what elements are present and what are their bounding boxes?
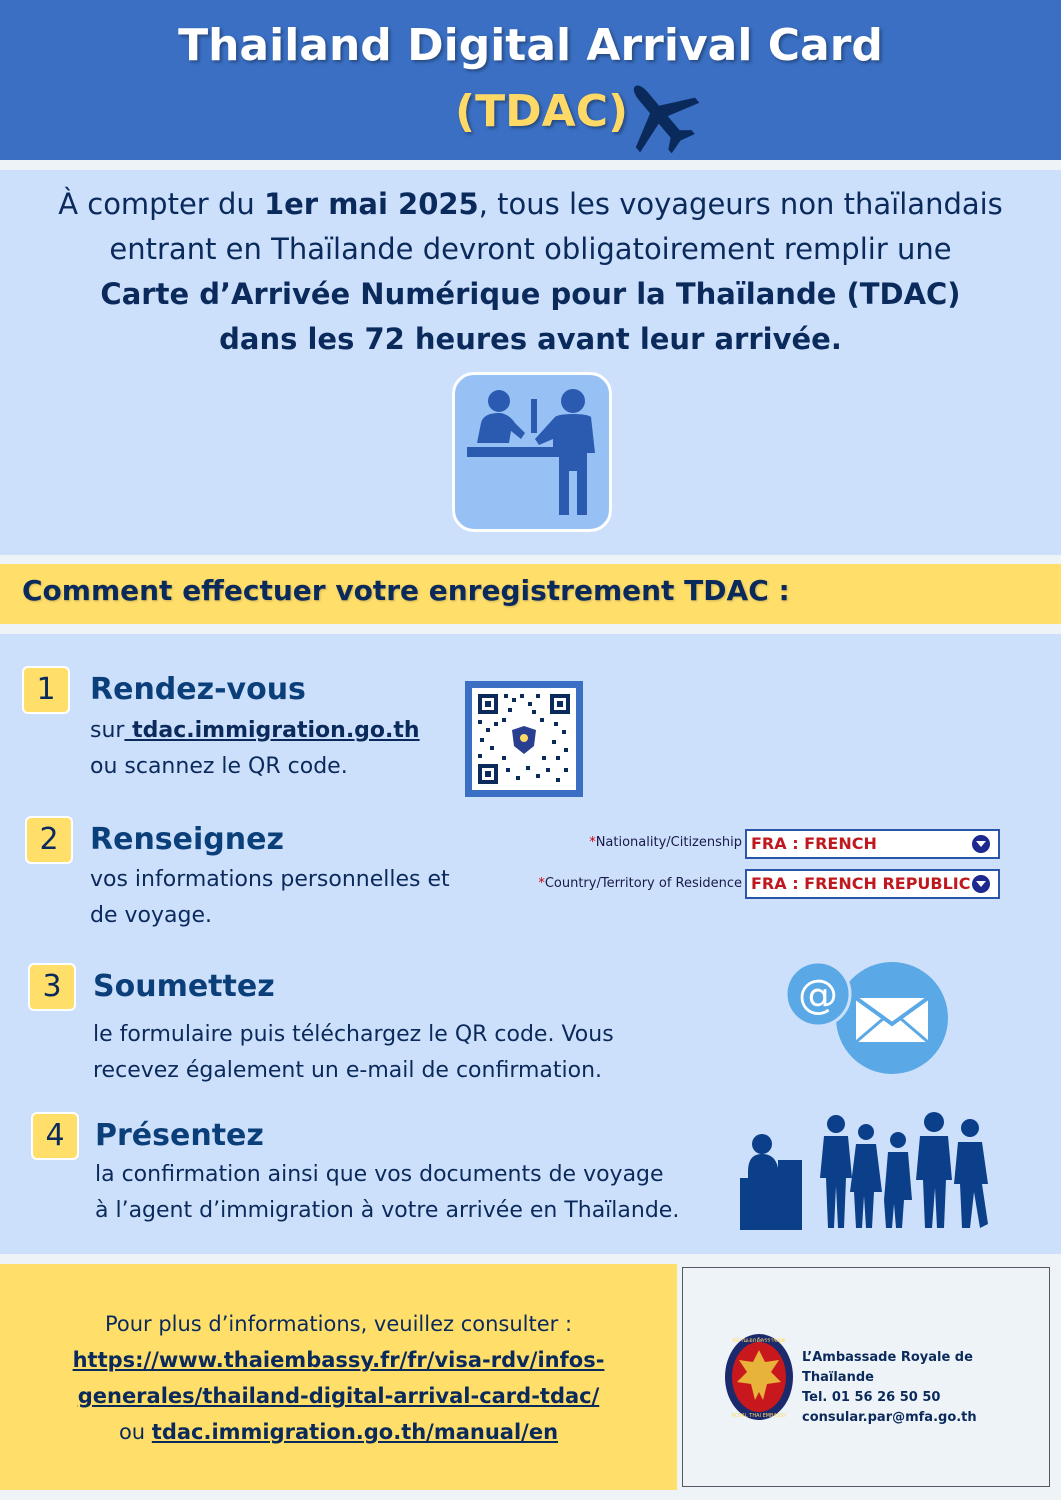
intro-text bbox=[0, 182, 1061, 362]
manual-link[interactable]: tdac.immigration.go.th/manual/en bbox=[151, 1420, 559, 1444]
chevron-down-icon[interactable] bbox=[972, 875, 990, 893]
garuda-emblem-icon bbox=[723, 1332, 795, 1422]
step-2-number: 2 bbox=[25, 816, 73, 864]
howto-title: Comment effectuer votre enregistrement TDAC : bbox=[22, 574, 790, 607]
step-1-title: Rendez-vous bbox=[90, 672, 306, 707]
embassy-email[interactable]: consular.par@mfa.go.th bbox=[802, 1410, 977, 1425]
intro-line-4: dans les 72 heures avant leur arrivée. bbox=[219, 322, 842, 356]
intro-line-2: entrant en Thaïlande devront obligatoirement remplir une bbox=[109, 232, 952, 266]
step-1-body bbox=[90, 713, 420, 785]
svg-text:@: @ bbox=[798, 972, 838, 1018]
nationality-label bbox=[560, 835, 742, 850]
step-4-body bbox=[95, 1157, 679, 1229]
emblem-thai-text: สถานเอกอัครราชทูต bbox=[732, 1337, 786, 1344]
emblem-text: ROYAL THAI EMBASSY bbox=[731, 1413, 787, 1419]
airplane-icon bbox=[618, 72, 702, 160]
embassy-name: L’Ambassade Royale de Thaïlande bbox=[802, 1350, 973, 1385]
required-mark: * bbox=[589, 835, 596, 850]
step-4-number: 4 bbox=[31, 1112, 79, 1160]
step-4-title: Présentez bbox=[95, 1118, 264, 1153]
step-4-body-l1: la confirmation ainsi que vos documents de voyage bbox=[95, 1162, 664, 1187]
step-1-body-pre: sur bbox=[90, 718, 125, 743]
footer-or: ou bbox=[118, 1420, 152, 1444]
page-subtitle: (TDAC) bbox=[455, 86, 629, 137]
email-icon bbox=[784, 960, 950, 1076]
nationality-select[interactable] bbox=[745, 829, 1000, 859]
intro-line-3: Carte d’Arrivée Numérique pour la Thaïlande (TDAC) bbox=[100, 277, 961, 311]
step-2-body bbox=[90, 862, 450, 934]
embassy-contact-card bbox=[682, 1267, 1050, 1487]
intro-section bbox=[0, 170, 1061, 555]
intro-line-1a: À compter du bbox=[58, 187, 264, 221]
qr-code-icon[interactable] bbox=[465, 681, 583, 797]
header-banner bbox=[0, 0, 1061, 160]
nationality-value: FRA : FRENCH bbox=[751, 834, 877, 853]
intro-date: 1er mai 2025 bbox=[263, 187, 479, 221]
step-2-body-l2: de voyage. bbox=[90, 903, 212, 928]
page-title: Thailand Digital Arrival Card bbox=[178, 20, 883, 71]
step-1-body-post: ou scannez le QR code. bbox=[90, 754, 348, 779]
nationality-label-text: Nationality/Citizenship bbox=[595, 835, 742, 850]
step-3-body-l2: recevez également un e-mail de confirmation. bbox=[93, 1058, 603, 1083]
embassy-phone: Tel. 01 56 26 50 50 bbox=[802, 1390, 941, 1405]
required-mark: * bbox=[538, 876, 545, 891]
chevron-down-icon[interactable] bbox=[972, 835, 990, 853]
step-3-body bbox=[93, 1017, 614, 1089]
residence-select[interactable] bbox=[745, 869, 1000, 899]
step-2-body-l1: vos informations personnelles et bbox=[90, 867, 450, 892]
immigration-desk-icon bbox=[452, 372, 612, 532]
step-4-body-l2: à l’agent d’immigration à votre arrivée en Thaïlande. bbox=[95, 1198, 680, 1223]
intro-line-1b: , tous les voyageurs non thaïlandais bbox=[478, 187, 1003, 221]
step-3-number: 3 bbox=[28, 963, 76, 1011]
howto-banner bbox=[0, 564, 1061, 624]
travelers-icon bbox=[738, 1112, 1000, 1232]
contact-details bbox=[802, 1348, 1049, 1428]
residence-label-text: Country/Territory of Residence bbox=[544, 876, 742, 891]
step-2-title: Renseignez bbox=[90, 822, 284, 857]
step-1-number: 1 bbox=[22, 666, 70, 714]
step-3-body-l1: le formulaire puis téléchargez le QR code. Vous bbox=[93, 1022, 614, 1047]
footer-text bbox=[0, 1306, 677, 1450]
step-3-title: Soumettez bbox=[93, 969, 275, 1004]
footer-info bbox=[0, 1264, 677, 1490]
residence-label bbox=[500, 876, 742, 891]
embassy-link-line-1[interactable]: https://www.thaiembassy.fr/fr/visa-rdv/infos- bbox=[72, 1348, 605, 1372]
footer-line-1: Pour plus d’informations, veuillez consulter : bbox=[104, 1312, 573, 1336]
embassy-link-line-2[interactable]: generales/thailand-digital-arrival-card-tdac/ bbox=[77, 1384, 600, 1408]
residence-value: FRA : FRENCH REPUBLIC bbox=[751, 874, 971, 893]
steps-section bbox=[0, 634, 1061, 1254]
tdac-link[interactable]: tdac.immigration.go.th bbox=[124, 718, 420, 743]
